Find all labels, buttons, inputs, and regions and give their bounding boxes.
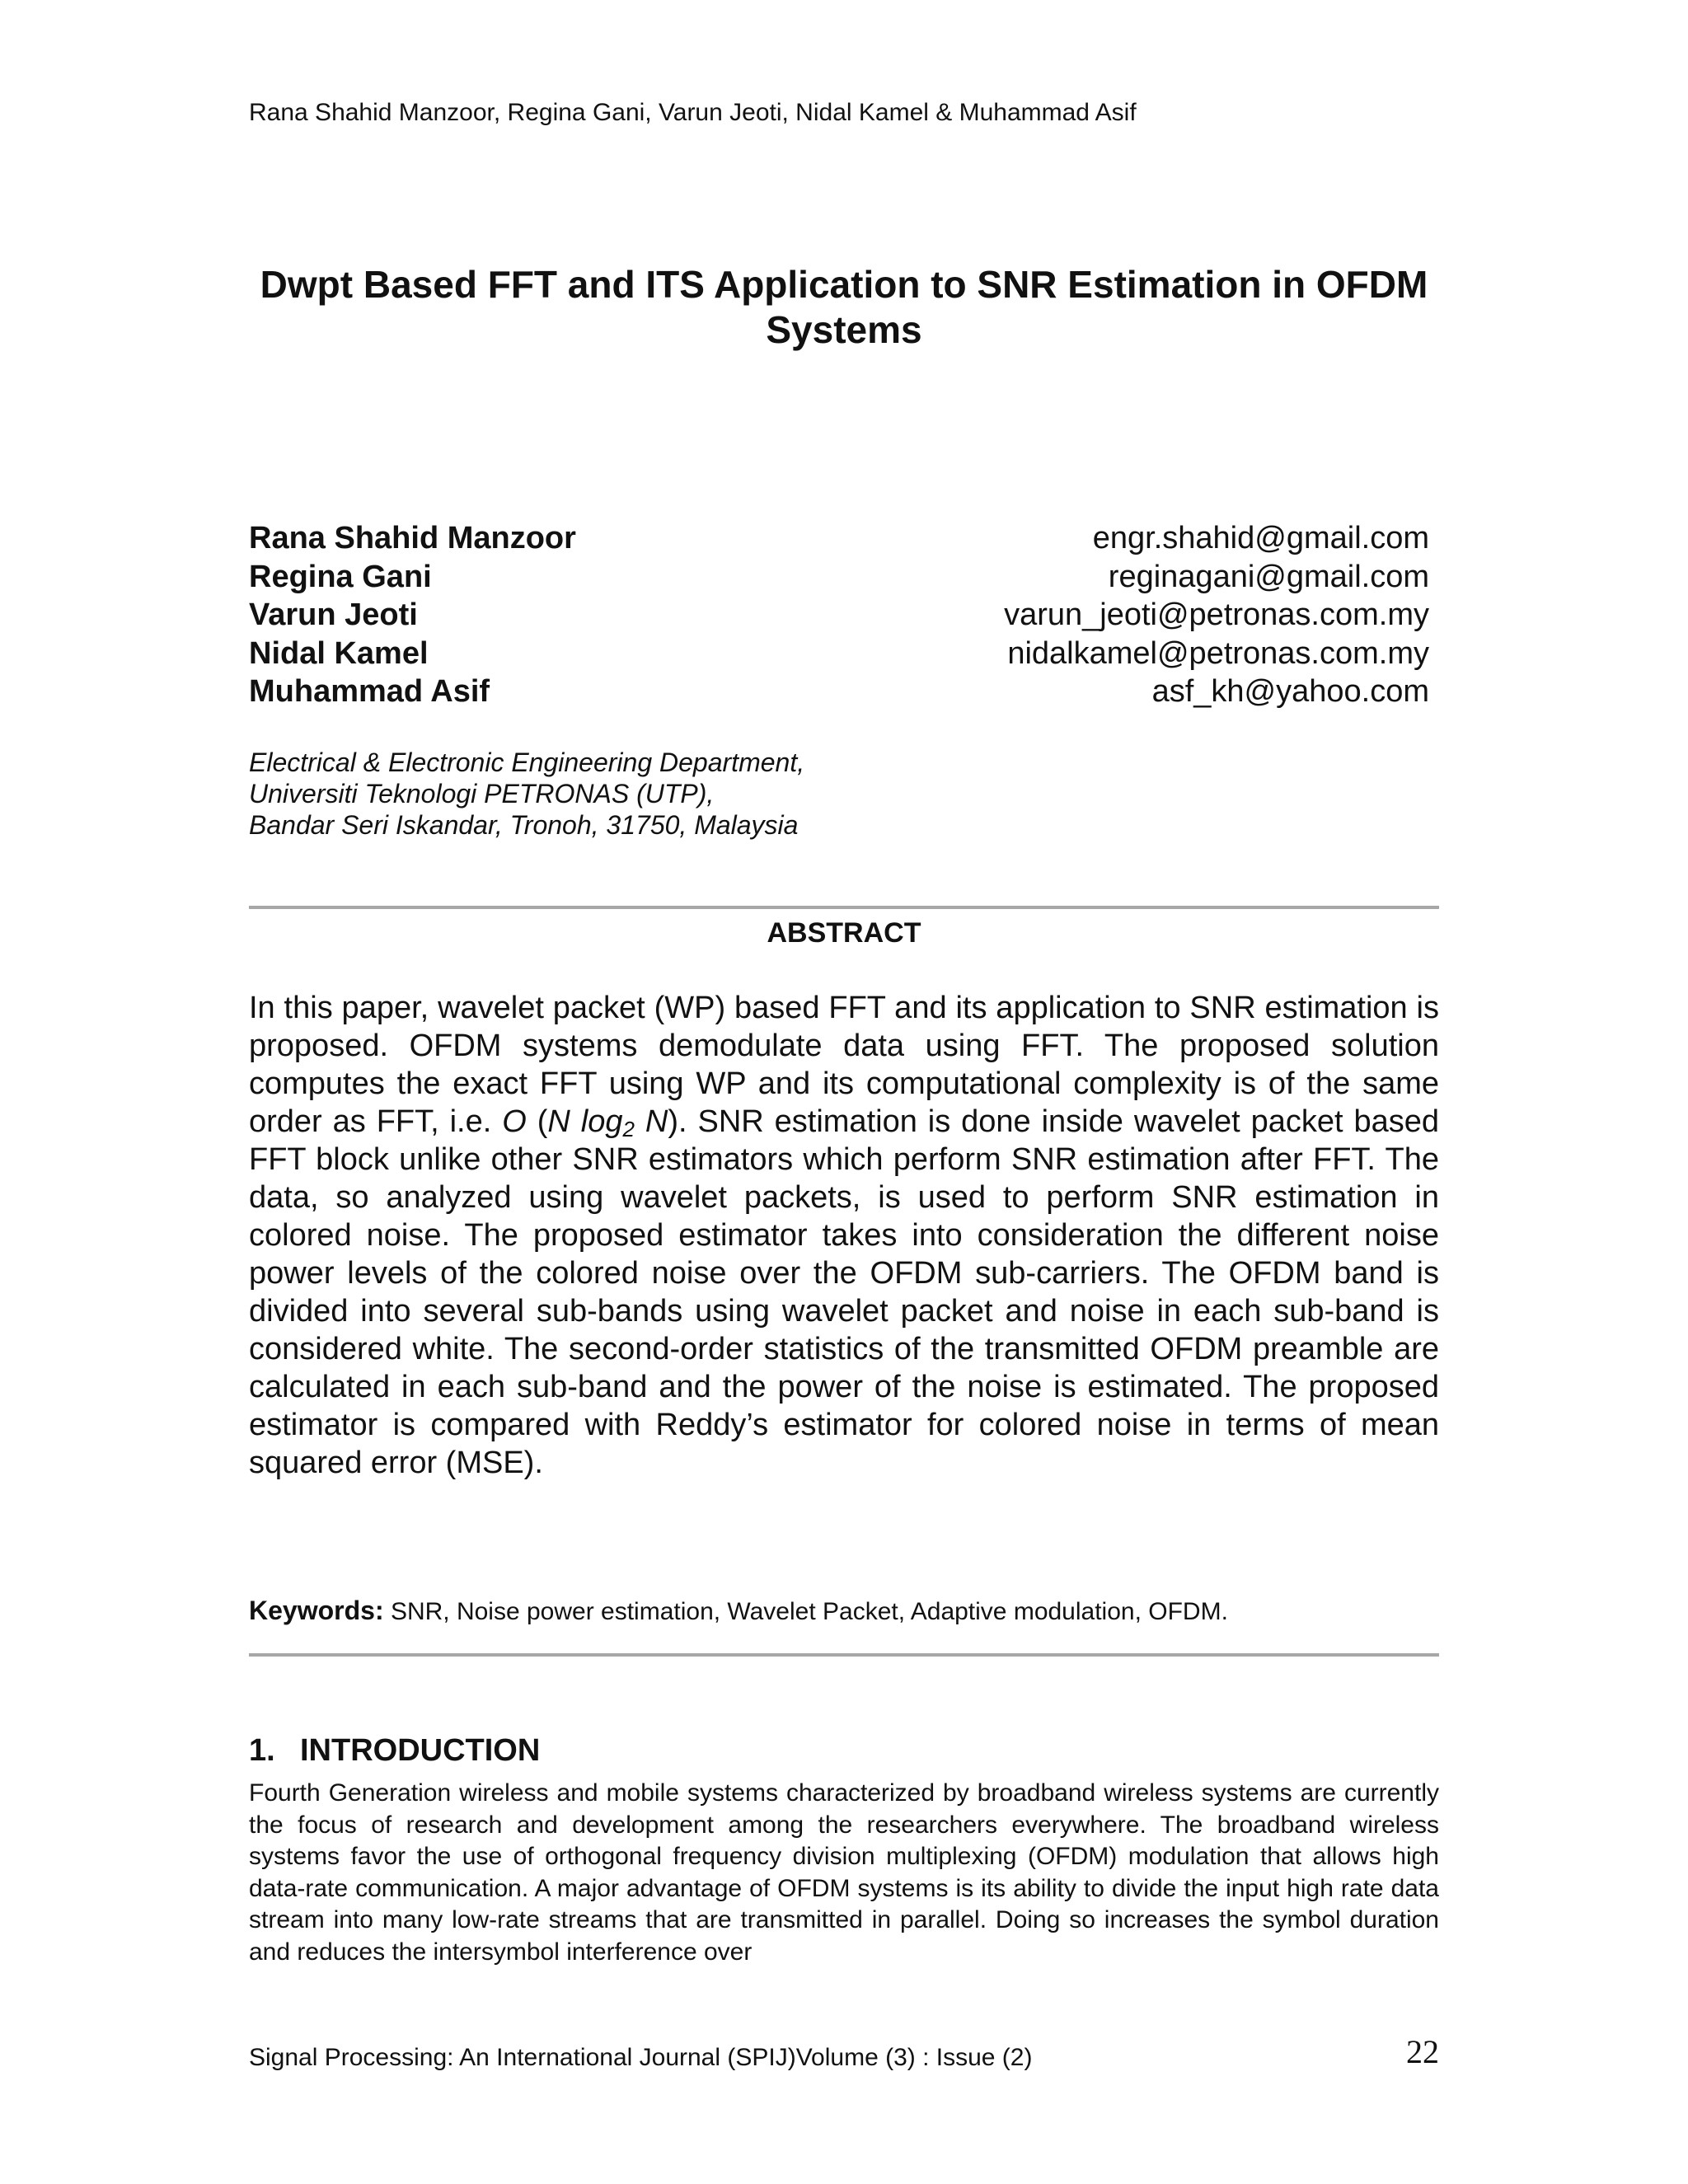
paper-title: Dwpt Based FFT and ITS Application to SNR Estimation in OFDM Systems <box>260 263 1428 351</box>
author-name: Rana Shahid Manzoor <box>249 521 576 555</box>
affiliation-line: Electrical & Electronic Engineering Department, <box>249 748 805 777</box>
author-email[interactable]: varun_jeoti@petronas.com.my <box>1004 598 1429 632</box>
author-row <box>249 596 1429 635</box>
author-email[interactable]: reginagani@gmail.com <box>1108 559 1429 594</box>
affiliation-line: Bandar Seri Iskandar, Tronoh, 31750, Malaysia <box>249 810 799 840</box>
author-name: Nidal Kamel <box>249 635 429 671</box>
keywords <box>249 1594 1228 1629</box>
author-row <box>249 519 1429 558</box>
affiliation <box>249 747 804 841</box>
formula-subscript: 2 <box>622 1117 635 1141</box>
author-row <box>249 635 1429 673</box>
author-name: Varun Jeoti <box>249 598 418 632</box>
abstract-part2: ). SNR estimation is done inside wavelet packet based FFT block unlike other SNR estimators which perform SNR estimation after FFT. The data, so analyzed using wavelet packets, is used to perform SNR estimation in colored noise. The proposed estimator takes into consideration the different noise power levels of the colored noise over the OFDM sub-carriers. The OFDM band is divided into several sub-bands using wavelet packet and noise in each sub-band is considered white. The second-order statistics of the transmitted OFDM preamble are calculated in each sub-band and the power of the noise is estimated. The proposed estimator is compared with Reddy’s estimator for colored noise in terms of mean squared error (MSE). <box>249 1104 1440 1480</box>
author-email[interactable]: asf_kh@yahoo.com <box>1151 674 1429 709</box>
author-email[interactable]: engr.shahid@gmail.com <box>1092 521 1429 555</box>
author-name: Regina Gani <box>249 559 432 594</box>
introduction-text: Fourth Generation wireless and mobile systems characterized by broadband wireless systems are currently the focus of research and development among the researchers everywhere. The broadband wireless systems favor the use of orthogonal frequency division multiplexing (OFDM) modulation that allows high data-rate communication. A major advantage of OFDM systems is its ability to divide the input high rate data stream into many low-rate streams that are transmitted in parallel. Doing so increases the symbol duration and reduces the intersymbol interference over <box>249 1779 1439 1966</box>
formula-n-log: N log <box>547 1104 623 1139</box>
author-row <box>249 558 1429 597</box>
footer-journal: Signal Processing: An International Journal (SPIJ)Volume (3) : Issue (2) <box>249 2044 1033 2071</box>
page-number: 22 <box>1406 2033 1439 2070</box>
author-email[interactable]: nidalkamel@petronas.com.my <box>1007 635 1429 671</box>
section-title: INTRODUCTION <box>300 1733 541 1768</box>
bottom-divider <box>249 1653 1439 1657</box>
section-number: 1. <box>249 1733 275 1768</box>
formula-O: O <box>502 1104 527 1139</box>
formula-n: N <box>634 1104 668 1139</box>
author-row <box>249 673 1429 711</box>
authors-block <box>249 519 1429 711</box>
abstract-text <box>249 989 1439 1482</box>
running-head: Rana Shahid Manzoor, Regina Gani, Varun Jeoti, Nidal Kamel & Muhammad Asif <box>249 99 1137 126</box>
affiliation-line: Universiti Teknologi PETRONAS (UTP), <box>249 779 715 808</box>
keywords-label: Keywords: <box>249 1596 384 1625</box>
author-name: Muhammad Asif <box>249 674 490 709</box>
keywords-text: SNR, Noise power estimation, Wavelet Packet, Adaptive modulation, OFDM. <box>390 1598 1228 1625</box>
section-heading <box>249 1732 540 1769</box>
abstract-part1: In this paper, wavelet packet (WP) based FFT and its application to SNR estimation is proposed. OFDM systems demodulate data using FFT. The proposed solution computes the exact FFT using WP and its computational complexity is of the same order as FFT, i.e. <box>249 991 1439 1139</box>
top-divider <box>249 906 1439 909</box>
abstract-heading: ABSTRACT <box>767 917 921 949</box>
formula-open: ( <box>526 1104 548 1139</box>
